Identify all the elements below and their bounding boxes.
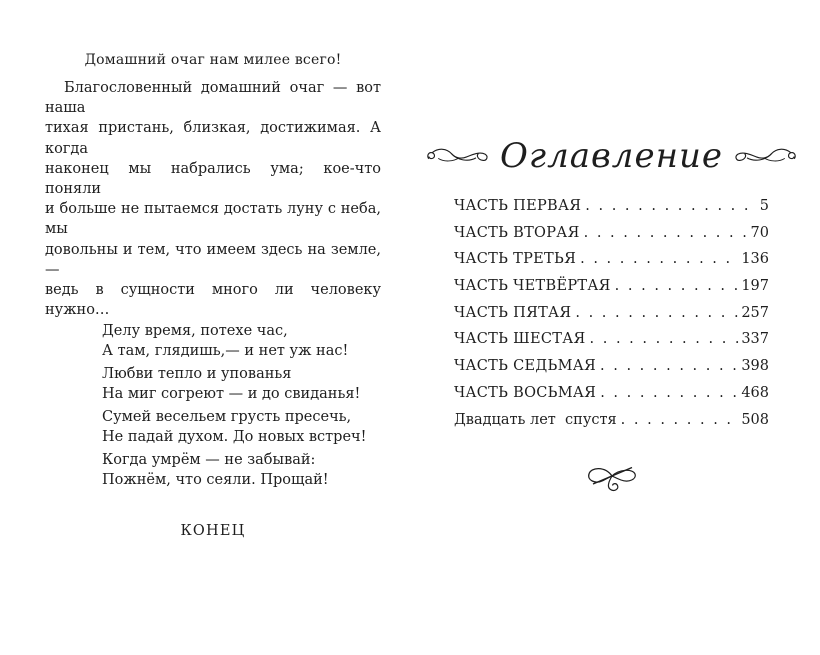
calligraphic-swirl-right-icon xyxy=(730,145,798,167)
verse-line: А там, глядишь,— и нет уж нас! xyxy=(102,343,349,360)
closing-paragraph xyxy=(45,78,381,320)
verse-line: Пожнём, что сеяли. Прощай! xyxy=(102,472,329,489)
closing-verses xyxy=(102,321,381,490)
verse-stanza xyxy=(102,407,381,447)
toc-entry-page: 257 xyxy=(741,304,769,321)
the-end-label: КОНЕЦ xyxy=(180,523,246,540)
toc-entry-page: 398 xyxy=(741,358,769,375)
verse-line: Не падай духом. До новых встреч! xyxy=(102,429,367,446)
contents-title: Оглавление xyxy=(500,136,723,176)
toc-entry-label: ЧАСТЬ ВТОРАЯ xyxy=(454,224,580,241)
verse-line: На миг согреют — и до свиданья! xyxy=(102,386,361,403)
toc-dot-leader xyxy=(590,331,740,347)
page-right xyxy=(454,130,769,493)
toc-dot-leader xyxy=(585,198,757,214)
toc-entry-label: ЧАСТЬ СЕДЬМАЯ xyxy=(454,358,597,375)
paragraph-line: довольны и тем, что имеем здесь на земле,— xyxy=(45,241,381,278)
toc-entry-part-3[interactable] xyxy=(454,251,769,278)
verse-line: Любви тепло и упованья xyxy=(102,366,292,383)
toc-list xyxy=(454,198,769,438)
toc-entry-page: 337 xyxy=(741,331,769,348)
toc-entry-label: Двадцать лет спустя xyxy=(454,411,617,428)
toc-dot-leader xyxy=(615,278,740,294)
toc-entry-page: 5 xyxy=(759,198,769,214)
toc-entry-part-7[interactable] xyxy=(454,358,769,385)
toc-entry-page: 136 xyxy=(741,251,769,268)
calligraphic-knot-icon xyxy=(454,459,769,493)
toc-entry-page: 508 xyxy=(741,411,769,428)
verse-stanza xyxy=(102,321,381,361)
verse-stanza xyxy=(102,450,381,490)
calligraphic-swirl-left-icon xyxy=(425,145,493,167)
toc-entry-part-2[interactable] xyxy=(454,225,769,252)
paragraph-line: наконец мы набрались ума; кое-что поняли xyxy=(45,160,381,198)
toc-entry-part-6[interactable] xyxy=(454,331,769,358)
toc-dot-leader xyxy=(600,385,739,401)
verse-line: Делу время, потехе час, xyxy=(102,323,288,340)
verse-line: Сумей весельем грусть пресечь, xyxy=(102,409,352,426)
toc-entry-label: ЧАСТЬ ШЕСТАЯ xyxy=(454,331,586,348)
toc-dot-leader xyxy=(575,305,739,321)
verse-stanza xyxy=(102,364,381,404)
toc-entry-page: 197 xyxy=(741,278,769,295)
toc-entry-part-4[interactable] xyxy=(454,278,769,305)
toc-entry-page: 70 xyxy=(750,224,769,241)
toc-dot-leader xyxy=(584,225,749,241)
toc-entry-epilogue[interactable] xyxy=(454,412,769,439)
toc-entry-label: ЧАСТЬ ЧЕТВЁРТАЯ xyxy=(454,278,611,295)
paragraph-line: ведь в сущности много ли человеку нужно… xyxy=(45,282,381,319)
toc-entry-label: ЧАСТЬ ВОСЬМАЯ xyxy=(454,384,597,401)
toc-entry-part-8[interactable] xyxy=(454,385,769,412)
paragraph-line: и больше не пытаемся достать луну с неба, мы xyxy=(45,201,381,238)
page-left xyxy=(45,50,381,539)
epigraph-line: Домашний очаг нам милее всего! xyxy=(84,52,342,68)
toc-entry-part-5[interactable] xyxy=(454,305,769,332)
toc-entry-label: ЧАСТЬ ПЯТАЯ xyxy=(454,304,572,321)
toc-dot-leader xyxy=(580,251,739,267)
toc-entry-label: ЧАСТЬ ТРЕТЬЯ xyxy=(454,251,577,268)
paragraph-line: Благословенный домашний очаг — вот наша xyxy=(45,80,381,117)
toc-entry-page: 468 xyxy=(741,384,769,401)
toc-entry-part-1[interactable] xyxy=(454,198,769,225)
paragraph-line: тихая пристань, близкая, достижимая. А когда xyxy=(45,120,381,157)
contents-heading xyxy=(454,130,769,182)
toc-entry-label: ЧАСТЬ ПЕРВАЯ xyxy=(454,198,582,214)
toc-dot-leader xyxy=(600,358,739,374)
verse-line: Когда умрём — не забывай: xyxy=(102,452,316,469)
toc-dot-leader xyxy=(621,412,740,428)
